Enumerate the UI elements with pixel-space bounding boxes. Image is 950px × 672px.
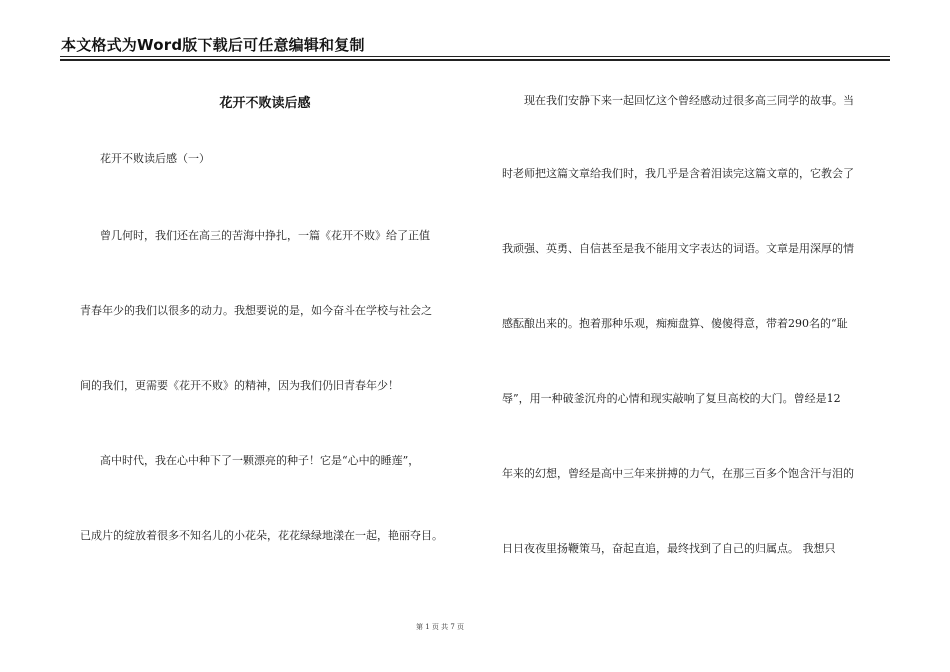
document-title: 花开不败读后感 — [219, 96, 311, 111]
right-paragraph-line: 现在我们安静下来一起回忆这个曾经感动过很多高三同学的故事。当 — [524, 94, 854, 107]
right-paragraph-line: 感酝酿出来的。抱着那种乐观，痴痴盘算、傻傻得意，带着290名的“耻 — [502, 317, 848, 330]
right-paragraph-line: 辱”，用一种破釜沉舟的心情和现实敲响了复旦高校的大门。曾经是12 — [502, 392, 841, 405]
page-number: 第 1 页 共 7 页 — [415, 623, 465, 631]
document-header: 本文格式为Word版下载后可任意编辑和复制 — [61, 36, 365, 54]
left-paragraph-line: 花开不败读后感（一） — [100, 152, 210, 165]
header-divider — [60, 56, 890, 57]
left-paragraph-line: 间的我们，更需要《花开不败》的精神，因为我们仍旧青春年少！ — [80, 379, 399, 392]
left-paragraph-line: 曾几何时，我们还在高三的苦海中挣扎，一篇《花开不败》给了正值 — [100, 229, 430, 242]
header-divider-thick — [60, 59, 890, 61]
right-paragraph-line: 日日夜夜里扬鞭策马，奋起直追，最终找到了自己的归属点。 我想只 — [502, 542, 836, 555]
right-paragraph-line: 时老师把这篇文章给我们时，我几乎是含着泪读完这篇文章的，它教会了 — [502, 167, 854, 180]
left-paragraph-line: 已成片的绽放着很多不知名儿的小花朵，花花绿绿地漾在一起，艳丽夺目。 — [80, 529, 443, 542]
left-paragraph-line: 高中时代，我在心中种下了一颗漂亮的种子！它是“心中的睡莲”， — [100, 454, 420, 467]
right-paragraph-line: 我顽强、英勇、自信甚至是我不能用文字表达的词语。文章是用深厚的情 — [502, 242, 854, 255]
left-paragraph-line: 青春年少的我们以很多的动力。我想要说的是，如今奋斗在学校与社会之 — [80, 304, 432, 317]
right-paragraph-line: 年来的幻想，曾经是高中三年来拼搏的力气，在那三百多个饱含汗与泪的 — [502, 467, 854, 480]
